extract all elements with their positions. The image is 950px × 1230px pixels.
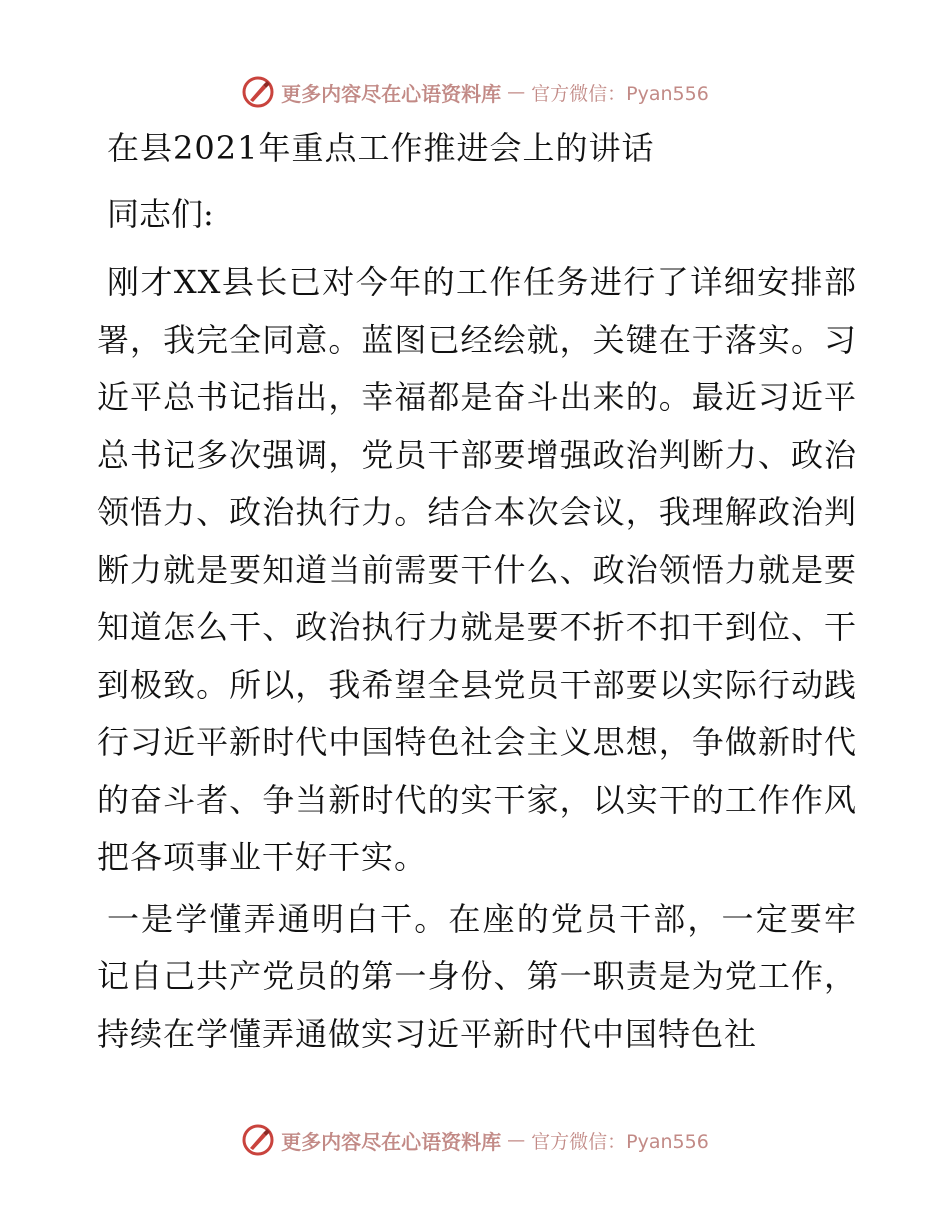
document-body <box>97 120 857 1063</box>
watermark-main-text: 更多内容尽在心语资料库 <box>281 81 502 106</box>
paragraph-1: 刚才XX县长已对今年的工作任务进行了详细安排部署，我完全同意。蓝图已经绘就，关键在于落实。习近平总书记指出，幸福都是奋斗出来的。最近习近平总书记多次强调，党员干部要增强政治判断力、政治领悟力、政治执行力。结合本次会议，我理解政治判断力就是要知道当前需要干什么、政治领悟力就是要知道怎么干、政治执行力就是要不折不扣干到位、干到极致。所以，我希望全县党员干部要以实际行动践行习近平新时代中国特色社会主义思想，争做新时代的奋斗者、争当新时代的实干家，以实干的工作作风把各项事业干好干实。 <box>97 263 857 876</box>
watermark-official-text: 官方微信：Pyan556 <box>531 1130 709 1153</box>
document-title: 在县2021年重点工作推进会上的讲话 <box>107 129 655 167</box>
document-salutation: 同志们: <box>107 195 214 233</box>
watermark-main-text: 更多内容尽在心语资料库 <box>281 1129 502 1154</box>
footer-watermark <box>0 1120 950 1160</box>
header-watermark <box>0 72 950 112</box>
watermark-official-text: 官方微信：Pyan556 <box>531 82 709 105</box>
pen-logo-icon <box>241 1123 275 1157</box>
watermark-separator: — <box>507 1129 526 1151</box>
watermark-separator: — <box>507 81 526 103</box>
pen-logo-icon <box>241 75 275 109</box>
paragraph-2: 一是学懂弄通明白干。在座的党员干部，一定要牢记自己共产党员的第一身份、第一职责是为党工作，持续在学懂弄通做实习近平新时代中国特色社 <box>97 899 857 1053</box>
